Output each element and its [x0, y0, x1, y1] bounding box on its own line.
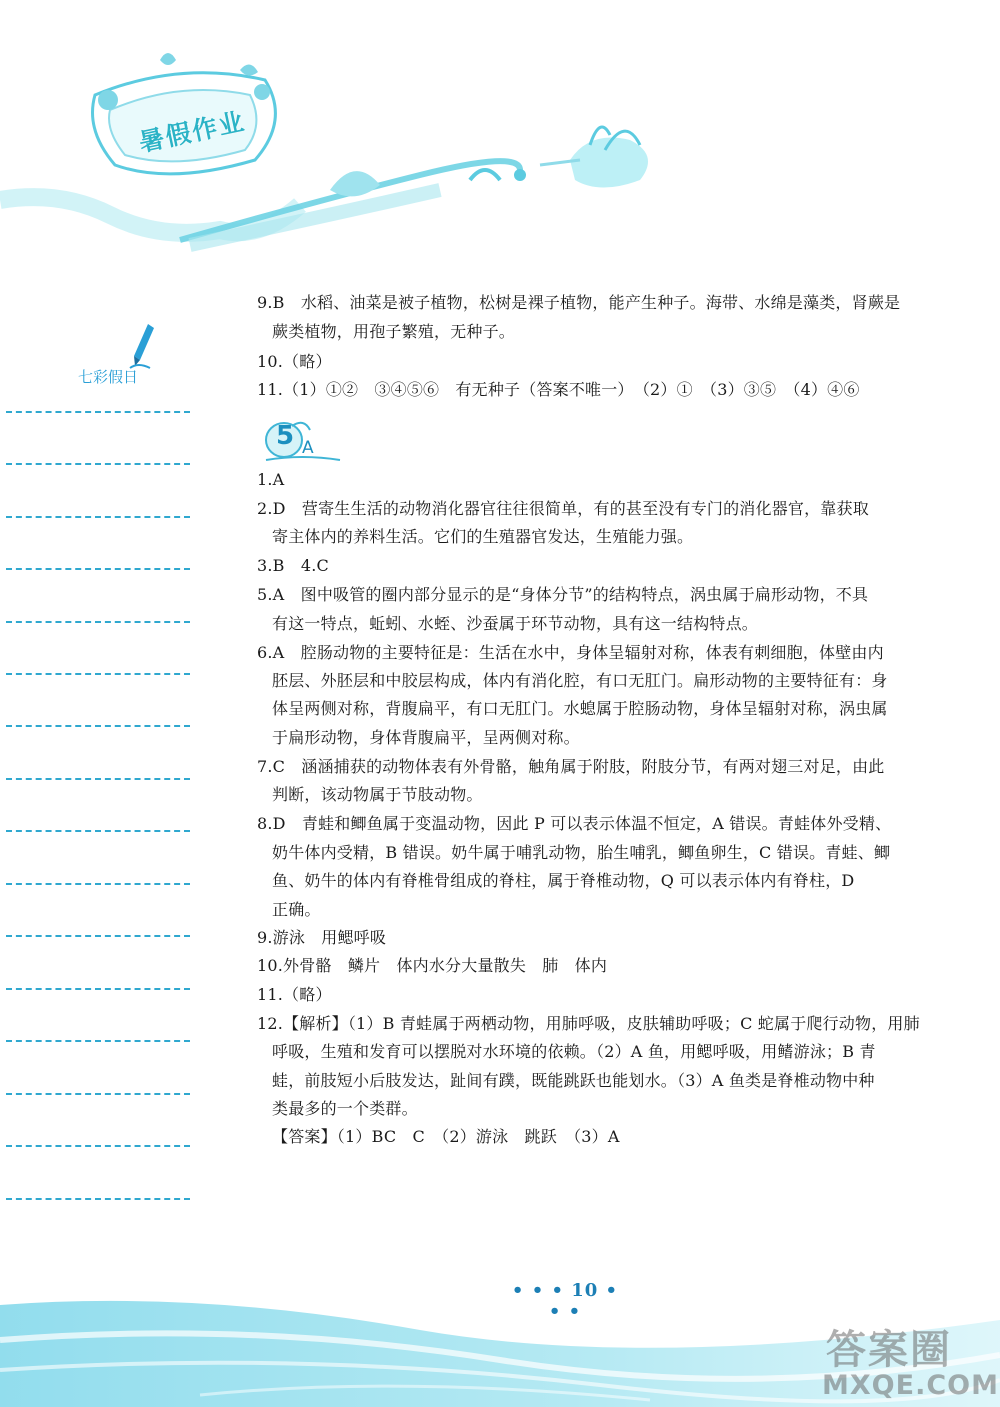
answer-line: 类最多的一个类群。	[272, 1099, 418, 1118]
page-number: • • • 10 • • •	[511, 1280, 619, 1322]
sidebar-divider	[6, 621, 190, 623]
answer-line: 【答案】（1）BC C （2）游泳 跳跃 （3）A	[272, 1127, 620, 1146]
watermark-logo: 答案圈	[826, 1327, 952, 1373]
answer-line: 10.外骨骼 鳞片 体内水分大量散失 肺 体内	[257, 956, 608, 975]
pen-icon	[128, 322, 158, 372]
section-number: 5	[275, 421, 295, 451]
watermark-url: MXQE.COM	[822, 1370, 999, 1401]
answer-line: 胚层、外胚层和中胶层构成，体内有消化腔，有口无肛门。扁形动物的主要特征有：身	[272, 671, 888, 690]
answer-line: 2.D 营寄生生活的动物消化器官往往很简单，有的甚至没有专门的消化器官，靠获取	[257, 499, 869, 518]
answer-line: 蕨类植物，用孢子繁殖，无种子。	[272, 322, 516, 341]
sidebar-divider	[6, 568, 190, 570]
sidebar-divider	[6, 830, 190, 832]
sidebar-divider	[6, 778, 190, 780]
answer-line: 1.A	[257, 470, 285, 489]
answer-line: 正确。	[272, 900, 321, 919]
answer-line: 3.B 4.C	[257, 556, 329, 575]
sidebar-divider	[6, 988, 190, 990]
answer-line: 7.C 涵涵捕获的动物体表有外骨骼，触角属于附肢，附肢分节，有两对翅三对足，由此	[257, 757, 885, 776]
sidebar-divider	[6, 1145, 190, 1147]
answer-line: 10.（略）	[257, 352, 332, 371]
sidebar-divider	[6, 1040, 190, 1042]
answer-line: 9.游泳 用鳃呼吸	[257, 928, 387, 947]
answer-line: 有这一特点，蚯蚓、水蛭、沙蚕属于环节动物，具有这一结构特点。	[272, 614, 759, 633]
answer-line: 于扁形动物，身体背腹扁平，呈两侧对称。	[272, 728, 580, 747]
answer-line: 鱼、奶牛的体内有脊椎骨组成的脊柱，属于脊椎动物，Q 可以表示体内有脊柱，D	[272, 871, 855, 890]
section-letter: A	[302, 438, 314, 458]
answer-line: 判断，该动物属于节肢动物。	[272, 785, 483, 804]
sidebar-divider	[6, 673, 190, 675]
sidebar-divider	[6, 516, 190, 518]
sidebar-divider	[6, 463, 190, 465]
answer-line: 奶牛体内受精，B 错误。奶牛属于哺乳动物，胎生哺乳，鲫鱼卵生，C 错误。青蛙、鲫	[272, 843, 891, 862]
answer-line: 寄主体内的养料生活。它们的生殖器官发达，生殖能力强。	[272, 527, 694, 546]
sidebar-divider	[6, 1198, 190, 1200]
sidebar-divider	[6, 1093, 190, 1095]
answer-line: 9.B 水稻、油菜是被子植物，松树是裸子植物，能产生种子。海带、水绵是藻类，肾蕨是	[257, 293, 901, 312]
answer-line: 蛙，前肢短小后肢发达，趾间有蹼，既能跳跃也能划水。（3）A 鱼类是脊椎动物中种	[272, 1071, 875, 1090]
answer-line: 5.A 图中吸管的圈内部分显示的是“身体分节”的结构特点，涡虫属于扁形动物，不具	[257, 585, 869, 604]
answer-line: 呼吸，生殖和发育可以摆脱对水环境的依赖。（2）A 鱼，用鳃呼吸，用鳍游泳；B 青	[272, 1042, 876, 1061]
answer-line: 12.【解析】（1）B 青蛙属于两栖动物，用肺呼吸，皮肤辅助呼吸；C 蛇属于爬行动物，用肺	[257, 1014, 920, 1033]
answer-line: 11.（1）①② ③④⑤⑥ 有无种子（答案不唯一） （2）① （3）③⑤ （4）④⑥	[257, 380, 860, 399]
answer-line: 6.A 腔肠动物的主要特征是：生活在水中，身体呈辐射对称，体表有刺细胞，体壁由内	[257, 643, 884, 662]
banner-title: 暑假作业	[136, 106, 249, 158]
sidebar-divider	[6, 883, 190, 885]
answer-line: 11.（略）	[257, 985, 332, 1004]
sidebar-divider	[6, 935, 190, 937]
sidebar-label: 七彩假日	[78, 368, 139, 386]
answer-line: 8.D 青蛙和鲫鱼属于变温动物，因此 P 可以表示体温不恒定，A 错误。青蛙体外受精、	[257, 814, 892, 833]
answer-line: 体呈两侧对称，背腹扁平，有口无肛门。水螅属于腔肠动物，身体呈辐射对称，涡虫属	[272, 699, 888, 718]
sidebar-divider	[6, 725, 190, 727]
sidebar-divider	[6, 411, 190, 413]
